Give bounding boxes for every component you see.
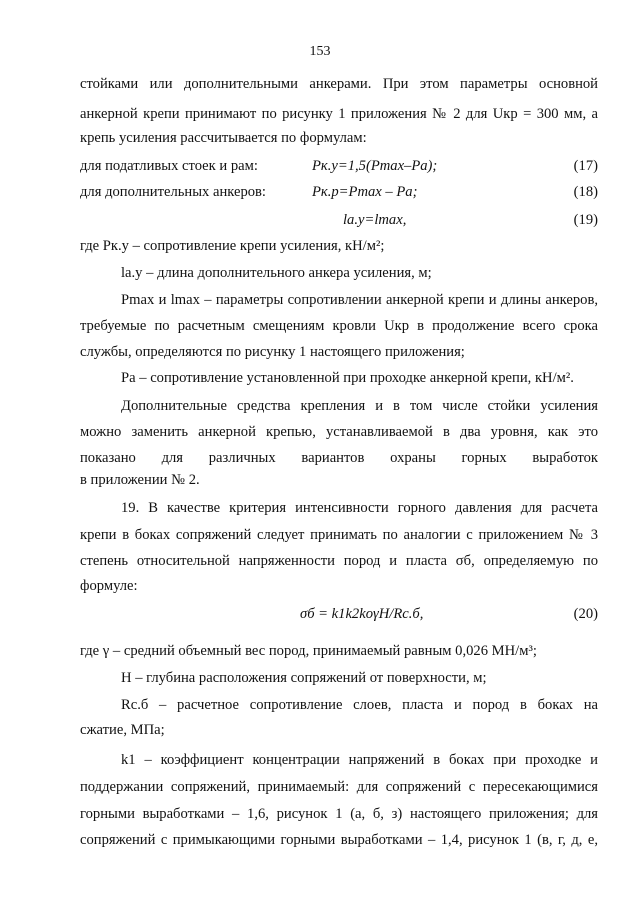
text-line: анкерной крепи принимают по рисунку 1 приложения № 2 для Uкр = 300 мм, а [80, 106, 598, 122]
definition-line: сжатие, МПа; [80, 722, 165, 738]
definition-line: H – глубина расположения сопряжений от поверхности, м; [121, 670, 487, 686]
formula-label: для податливых стоек и рам: [80, 158, 258, 174]
definition-line: Pa – сопротивление установленной при проходке анкерной крепи, кН/м². [121, 370, 574, 386]
paragraph-line: показано для различных вариантов охраны горных выработок [80, 450, 598, 466]
formula-expression: Pк.р=Pmax – Pa; [312, 184, 418, 200]
formula-number: (18) [573, 184, 598, 200]
definition-line: горными выработками – 1,6, рисунок 1 (а, б, з) настоящего приложения; для [80, 806, 598, 822]
formula-number: (19) [573, 212, 598, 228]
page-number: 153 [309, 44, 331, 59]
definition-line: k1 – коэффициент концентрации напряжений в боках при проходке и [121, 752, 598, 768]
formula-number: (17) [573, 158, 598, 174]
definition-line: поддержании сопряжений, принимаемый: для сопряжений с пересекающимися [80, 779, 598, 795]
text-line: стойками или дополнительными анкерами. При этом параметры основной [80, 76, 598, 92]
formula-expression: σб = k1k2koγH/Rс.б, [300, 606, 424, 622]
paragraph-line: 19. В качестве критерия интенсивности горного давления для расчета [121, 500, 598, 516]
definition-line: Pmax и lmax – параметры сопротивлении анкерной крепи и длины анкеров, [121, 292, 598, 308]
formula-label: для дополнительных анкеров: [80, 184, 266, 200]
formula-expression: Pк.у=1,5(Pmax–Pa); [312, 158, 438, 174]
text-line: крепь усиления рассчитывается по формулам: [80, 130, 367, 146]
definition-line: службы, определяются по рисунку 1 настоящего приложения; [80, 344, 465, 360]
definition-line: сопряжений с примыкающими горными выработками – 1,4, рисунок 1 (в, г, д, е, [80, 832, 598, 848]
definition-line: требуемые по расчетным смещениям кровли Uкр в продолжение всего срока [80, 318, 598, 334]
definition-line: где Pк.у – сопротивление крепи усиления, кН/м²; [80, 238, 385, 254]
paragraph-line: в приложении № 2. [80, 472, 200, 488]
definition-line: la.y – длина дополнительного анкера усиления, м; [121, 265, 432, 281]
paragraph-line: формуле: [80, 578, 138, 594]
paragraph-line: Дополнительные средства крепления и в том числе стойки усиления [121, 398, 598, 414]
paragraph-line: степень относительной напряженности пород и пласта σб, определяемую по [80, 553, 598, 569]
definition-line: Rс.б – расчетное сопротивление слоев, пласта и пород в боках на [121, 697, 598, 713]
paragraph-line: можно заменить анкерной крепью, устанавливаемой в два уровня, как это [80, 424, 598, 440]
formula-expression: la.y=lmax, [343, 212, 407, 228]
paragraph-line: крепи в боках сопряжений следует принимать по аналогии с приложением № 3 [80, 527, 598, 543]
formula-number: (20) [573, 606, 598, 622]
definition-line: где γ – средний объемный вес пород, принимаемый равным 0,026 МН/м³; [80, 643, 537, 659]
